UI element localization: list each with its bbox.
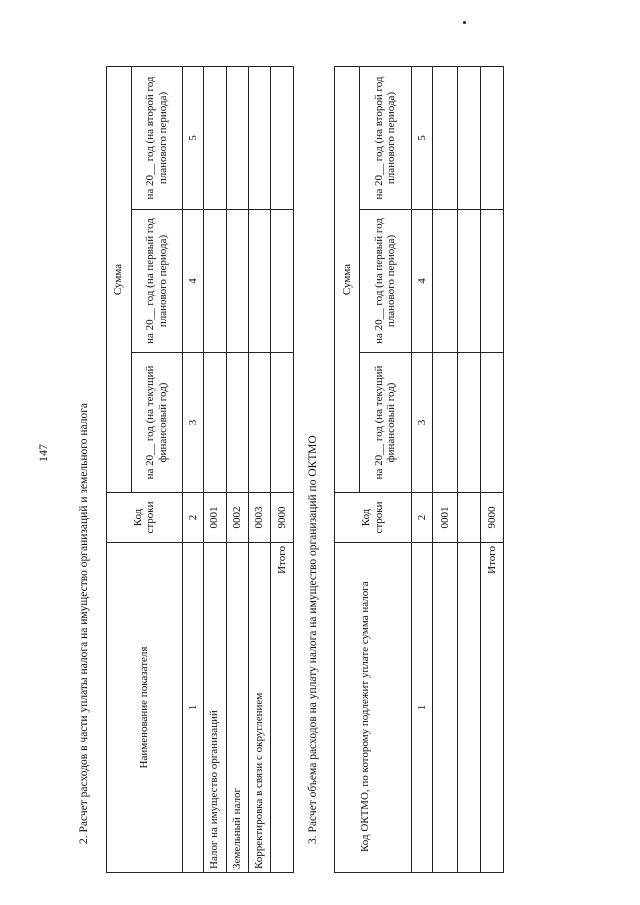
s2-total-code: 9000 xyxy=(271,493,294,543)
s3-num-3: 3 xyxy=(411,353,433,493)
section3-heading: 3. Расчет объема расходов на уплату налога на имущество организаций по ОКТМО xyxy=(307,435,319,844)
s2-row-value[interactable] xyxy=(204,353,226,493)
s2-row-value[interactable] xyxy=(248,67,270,210)
s3-total-value[interactable] xyxy=(481,210,504,353)
s2-row-value[interactable] xyxy=(204,210,226,353)
s3-num-5: 5 xyxy=(411,67,433,210)
s3-num-1: 1 xyxy=(411,543,433,873)
s3-header-year1: на 20__ год (на текущий финансовый год) xyxy=(359,353,411,493)
s2-row-code: 0002 xyxy=(226,493,248,543)
s2-row-name: Налог на имущество организаций xyxy=(204,543,226,873)
s3-header-year2: на 20__ год (на первый год планового периода) xyxy=(359,210,411,353)
s2-total-value[interactable] xyxy=(271,210,294,353)
section2-heading: 2. Расчет расходов в части уплаты налога на имущество организаций и земельного налога xyxy=(78,402,90,844)
s2-total-label: Итого xyxy=(271,543,294,873)
s2-total-value[interactable] xyxy=(271,67,294,210)
s2-row-value[interactable] xyxy=(248,210,270,353)
s2-header-year2: на 20__ год (на первый год планового периода) xyxy=(131,210,182,353)
s2-header-year1: на 20__ год (на текущий финансовый год) xyxy=(131,353,182,493)
s2-row-value[interactable] xyxy=(204,67,226,210)
s2-header-name: Наименование показателя xyxy=(107,543,183,873)
s2-row-code: 0001 xyxy=(204,493,226,543)
s2-row-code: 0003 xyxy=(248,493,270,543)
s3-row-value[interactable] xyxy=(433,353,458,493)
s3-num-2: 2 xyxy=(411,493,433,543)
s3-row-code-empty[interactable] xyxy=(458,493,481,543)
s3-row-code: 0001 xyxy=(433,493,458,543)
s3-total-label: Итого xyxy=(481,543,504,873)
s3-header-code: Код строки xyxy=(335,493,412,543)
s2-row-value[interactable] xyxy=(226,210,248,353)
s2-header-year3: на 20__ год (на второй год планового периода) xyxy=(131,67,182,210)
section2-table-wrapper xyxy=(106,66,294,873)
s2-row-value[interactable] xyxy=(226,353,248,493)
s2-num-4: 4 xyxy=(182,210,203,353)
s2-num-3: 3 xyxy=(182,353,203,493)
s3-header-year3: на 20__ год (на второй год планового периода) xyxy=(359,67,411,210)
s2-row-value[interactable] xyxy=(248,353,270,493)
s3-row-oktmo[interactable] xyxy=(433,543,458,873)
s3-total-code: 9000 xyxy=(481,493,504,543)
s3-total-value[interactable] xyxy=(481,353,504,493)
s3-row-value[interactable] xyxy=(433,210,458,353)
page-number: 147 xyxy=(36,444,50,462)
s3-row-value[interactable] xyxy=(433,67,458,210)
s2-num-1: 1 xyxy=(182,543,203,873)
s3-row-oktmo[interactable] xyxy=(458,543,481,873)
s3-header-name: Код ОКТМО, по которому подлежит уплате сумма налога xyxy=(335,543,412,873)
s3-header-sum: Сумма xyxy=(335,67,360,493)
s2-total-value[interactable] xyxy=(271,353,294,493)
s2-header-code: Код строки xyxy=(107,493,183,543)
section3-table xyxy=(334,66,504,873)
scan-speck xyxy=(463,21,466,24)
s2-row-value[interactable] xyxy=(226,67,248,210)
s3-num-4: 4 xyxy=(411,210,433,353)
s3-row-value[interactable] xyxy=(458,67,481,210)
s2-row-name: Корректировка в связи с округлением xyxy=(248,543,270,873)
s2-header-sum: Сумма xyxy=(107,67,132,493)
section2-table xyxy=(106,66,294,873)
s2-num-2: 2 xyxy=(182,493,203,543)
s3-row-value[interactable] xyxy=(458,353,481,493)
s3-total-value[interactable] xyxy=(481,67,504,210)
s2-row-name: Земельный налог xyxy=(226,543,248,873)
s3-row-value[interactable] xyxy=(458,210,481,353)
s2-num-5: 5 xyxy=(182,67,203,210)
section3-table-wrapper xyxy=(334,66,504,873)
